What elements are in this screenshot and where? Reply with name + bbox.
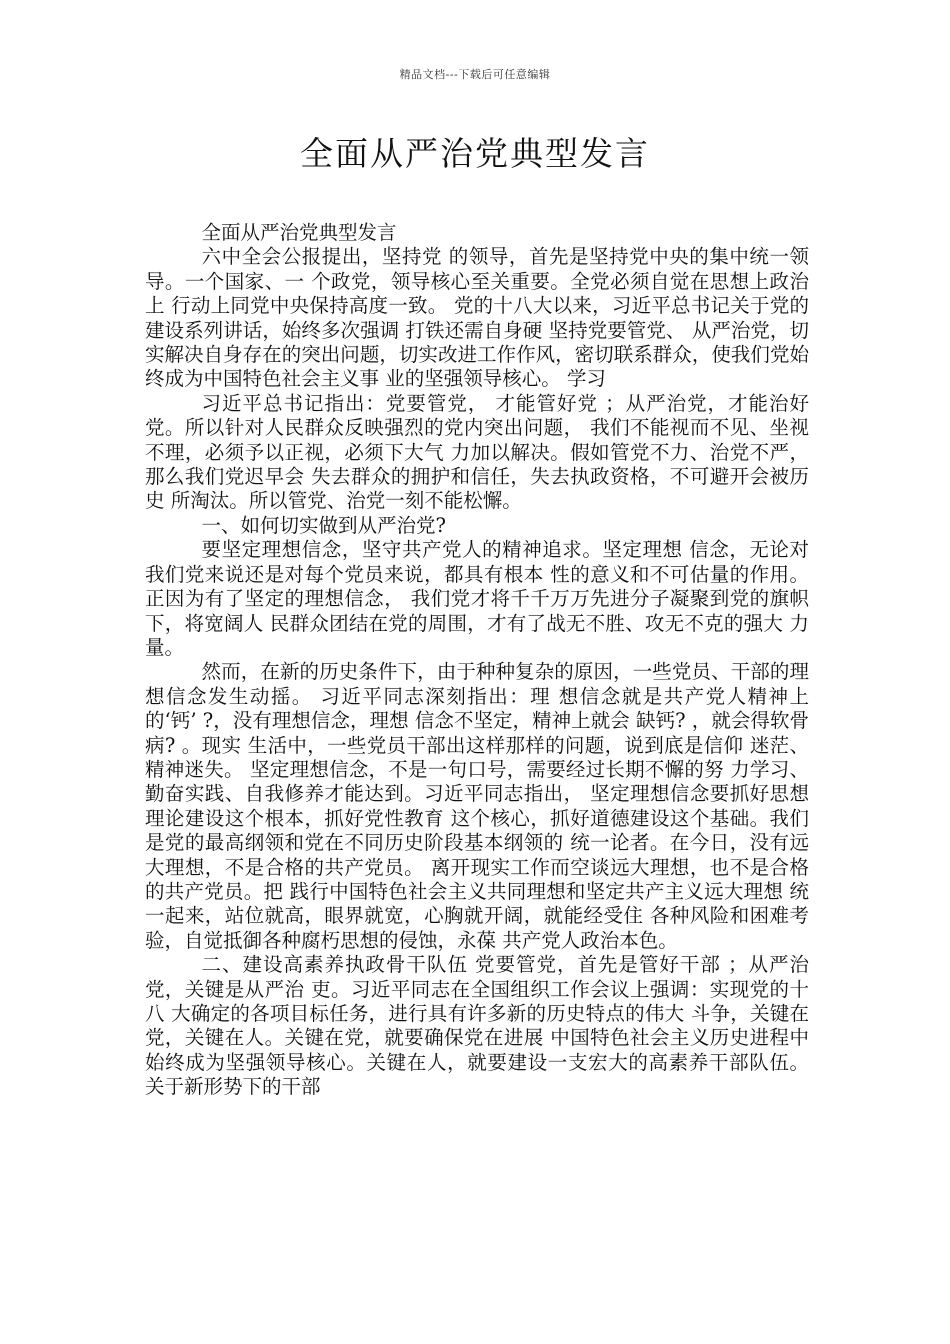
paragraph: 二、建设高素养执政骨干队伍 党要管党，首先是管好干部 ；从严治党，关键是从严治 吏。习近平同志在全国组织工作会议上强调：实现党的十八 大确定的各项目标任务，进行具有许多新的历史特点的伟大 斗争，关键在党，关键在人。关键在党，就要确保党在进展 中国特色社会主义历史进程中始终成为坚强领导核心。关键在人，就要建设一支宏大的高素养干部队伍。 关于新形势下的干部 — [145, 953, 809, 1099]
header-note: 精品文档---下载后可任意编辑 — [399, 68, 551, 81]
paragraph: 要坚定理想信念，坚守共产党人的精神追求。坚定理想 信念，无论对我们党来说还是对每个党员来说，都具有根本 性的意义和不可估量的作用。正因为有了坚定的理想信念， 我们党才将千千万万先进分子凝聚到党的旗帜下，将宽阔人 民群众团结在党的周围，才有了战无不胜、攻无不克的强大 力量。 — [145, 538, 809, 659]
document-title: 全面从严治党典型发言 — [300, 134, 650, 173]
paragraph: 习近平总书记指出：党要管党， 才能管好党 ；从严治党，才能治好党。所以针对人民群众反映强烈的党内突出问题， 我们不能视而不见、坐视不理，必须予以正视，必须下大气 力加以解决。假如管党不力、治党不严，那么我们党迟早会 失去群众的拥护和信任，失去执政资格，不可避开会被历史 所淘汰。所以管党、治党一刻不能松懈。 — [145, 391, 809, 513]
document-body — [145, 221, 809, 1100]
section-heading: 一、如何切实做到从严治党? — [201, 513, 447, 537]
paragraph: 然而，在新的历史条件下，由于种种复杂的原因，一些党员、干部的理想信念发生动摇。 习近平同志深刻指出：理 想信念就是共产党人精神上的‘钙’ ?，没有理想信念，理想 信念不坚定，精神上就会 缺钙? ，就会得软骨病? 。现实 生活中，一些党员干部出这样那样的问题，说到底是信仰 迷茫、精神迷失。 坚定理想信念，不是一句口号，需要经过长期不懈的努 力学习、勤奋实践、自我修养才能达到。习近平同志指出， 坚定理想信念要抓好思想理论建设这个根本，抓好党性教育 这个核心，抓好道德建设这个基础。我们是党的最高纲领和党在不同历史阶段基本纲领的 统一论者。在今日，没有远大理想，不是合格的共产党员。 离开现实工作而空谈远大理想，也不是合格的共产党员。把 践行中国特色社会主义共同理想和坚定共产主义远大理想 统一起来，站位就高，眼界就宽，心胸就开阔，就能经受住 各种风险和困难考验，自觉抵御各种腐朽思想的侵蚀，永葆 共产党人政治本色。 — [145, 660, 809, 952]
paragraph-subtitle: 全面从严治党典型发言 — [201, 221, 397, 244]
paragraph: 六中全会公报提出，坚持党 的领导，首先是坚持党中央的集中统一领导。一个国家、一 个政党，领导核心至关重要。全党必须自觉在思想上政治上 行动上同党中央保持高度一致。 党的十八大以来，习近平总书记关于党的建设系列讲话，始终多次强调 打铁还需自身硬 坚持党要管党、 从严治党，切实解决自身存在的突出问题，切实改进工作作风，密切联系群众，使我们党始终成为中国特色社会主义事 业的坚强领导核心。 学习 — [145, 245, 809, 391]
